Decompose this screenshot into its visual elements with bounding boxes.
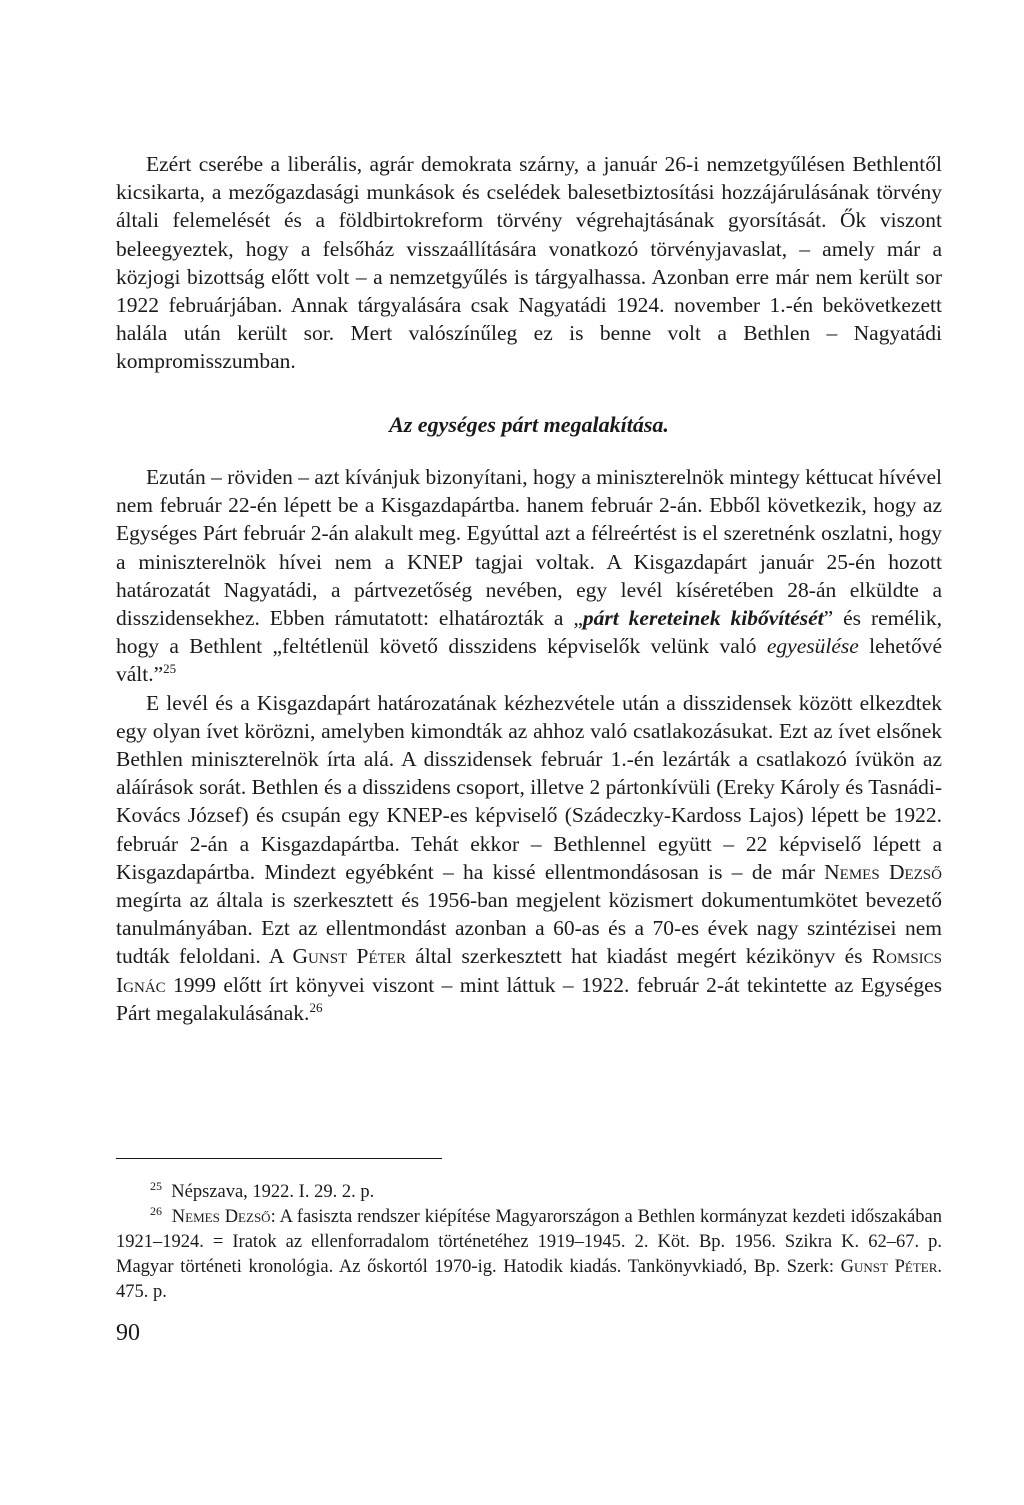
paragraph-3-text-a: E levél és a Kisgazdapárt határozatának kézhezvétele után a disszidensek között elkezdtek egy olyan ívet körözni, amelyben kimondták az ahhoz való csatlakozásukat. Ezt az ívet elsőnek Bethlen miniszterelnök írta alá. A disszidensek február 1.-én lezárták a csatlakozó ívükön az aláírások sorát. Bethlen és a disszidens csoport, illetve 2 pártonkívüli (Ereky Károly és Tasnádi-Kovács József) és csupán egy KNEP-es képviselő (Szádeczky-Kardoss Lajos) lépett be 1922. február 2-án a Kisgazdapártba. Tehát ekkor – Bethlennel együtt – 22 képviselő lépett a Kisgazdapártba. Mindezt egyébként – ha kissé ellentmondásosan is – de már [116, 690, 942, 884]
footnote-25 [116, 1180, 942, 1205]
section-heading: Az egységes párt megalakítása. [389, 412, 669, 437]
paragraph-2-emphasis-2: egyesülése [766, 634, 859, 659]
paragraph-3 [116, 689, 942, 1027]
paragraph-1 [116, 150, 942, 376]
footnote-text-end: . 475. p. [116, 1257, 942, 1302]
footnote-ref-26: 26 [309, 999, 323, 1015]
footnote-number: 25 [150, 1178, 162, 1193]
author-name-nemes: Nemes Dezső [824, 859, 942, 884]
footnote-text: : A fasiszta rendszer kiépítése Magyarországon a Bethlen kormányzat kezdeti időszakában 1921–1924. = Iratok az ellenforradalom történetéhez 1919–1945. 2. Köt. Bp. 1956. Szikra K. 62–67. p. Magyar történeti kronológia. Az őskortól 1970-ig. Hatodik kiadás. Tankönyvkiadó, Bp. Szerk: [116, 1207, 942, 1277]
paragraph-1-text: Ezért cserébe a liberális, agrár demokrata szárny, a január 26-i nemzetgyűlésen Bethlentől kicsikarta, a mezőgazdasági munkások és cselédek balesetbiztosítási hozzájárulásának törvény általi felemelését és a földbirtokreform törvény végrehajtásának gyorsítását. Ők viszont beleegyeztek, hogy a felsőház visszaállítására vonatkozó törvényjavaslat, – amely már a közjogi bizottság előtt volt – a nemzetgyűlés is tárgyalhassa. Azonban erre már nem került sor 1922 februárjában. Annak tárgyalására csak Nagyatádi 1924. november 1.-én bekövetkezett halála után került sor. Mert valószínűleg ez is benne volt a Bethlen – Nagyatádi kompromisszumban. [116, 152, 942, 374]
paragraph-2-text-b: ” és remélik, hogy a Bethlent „feltétlenül követő disszidens képviselők velünk való [116, 606, 942, 659]
paragraph-2-text-a: Ezután – röviden – azt kívánjuk bizonyítani, hogy a miniszterelnök mintegy kéttucat hívével nem február 22-én lépett be a Kisgazdapártba. hanem február 2-án. Ebből következik, hogy az Egységes Párt február 2-án alakult meg. Egyúttal azt a félreértést is el szeretnénk oszlatni, hogy a miniszterelnök hívei nem a KNEP tagjai voltak. A Kisgazdapárt január 25-én hozott határozatát Nagyatádi, a pártvezetőség nevében, egy levél kíséretében 28-án elküldte a disszidensekhez. Ebben rámutatott: elhatározták a „ [116, 465, 942, 631]
footnote-author-gunst: Gunst Péter [840, 1257, 938, 1277]
footnote-text: Népszava, 1922. I. 29. 2. p. [171, 1182, 375, 1202]
footnote-number: 26 [150, 1203, 162, 1218]
paragraph-2-text-c: lehetővé vált.” [116, 634, 942, 687]
page-number: 90 [116, 1320, 140, 1346]
author-name-romsics: Romsics Ignác [116, 944, 943, 997]
footnote-author-nemes: Nemes Dezső [171, 1207, 271, 1227]
main-text [116, 463, 942, 1027]
author-name-gunst: Gunst Péter [292, 944, 406, 969]
paragraph-2-emphasis-1: párt kereteinek kibővítését [582, 606, 824, 631]
paragraph-3-text-d: 1999 előtt írt könyvei viszont – mint láttuk – 1922. február 2-át tekintette az Egységes Párt megalakulásának. [116, 972, 942, 1025]
paragraph-3-text-b: megírta az általa is szerkesztett és 1956-ban megjelent közismert dokumentumkötet bevezető tanulmányában. Ezt az ellentmondást azonban a 60-as és a 70-es évek nagy szintézisei nem tudták feloldani. A [116, 888, 942, 969]
paragraph-3-text-c: által szerkesztett hat kiadást megért kézikönyv és [405, 944, 872, 969]
paragraph-2 [116, 463, 942, 689]
footnote-26 [116, 1205, 942, 1305]
footnote-ref-25: 25 [163, 661, 177, 677]
footnote-divider [116, 1158, 442, 1159]
footnotes [116, 1180, 942, 1305]
